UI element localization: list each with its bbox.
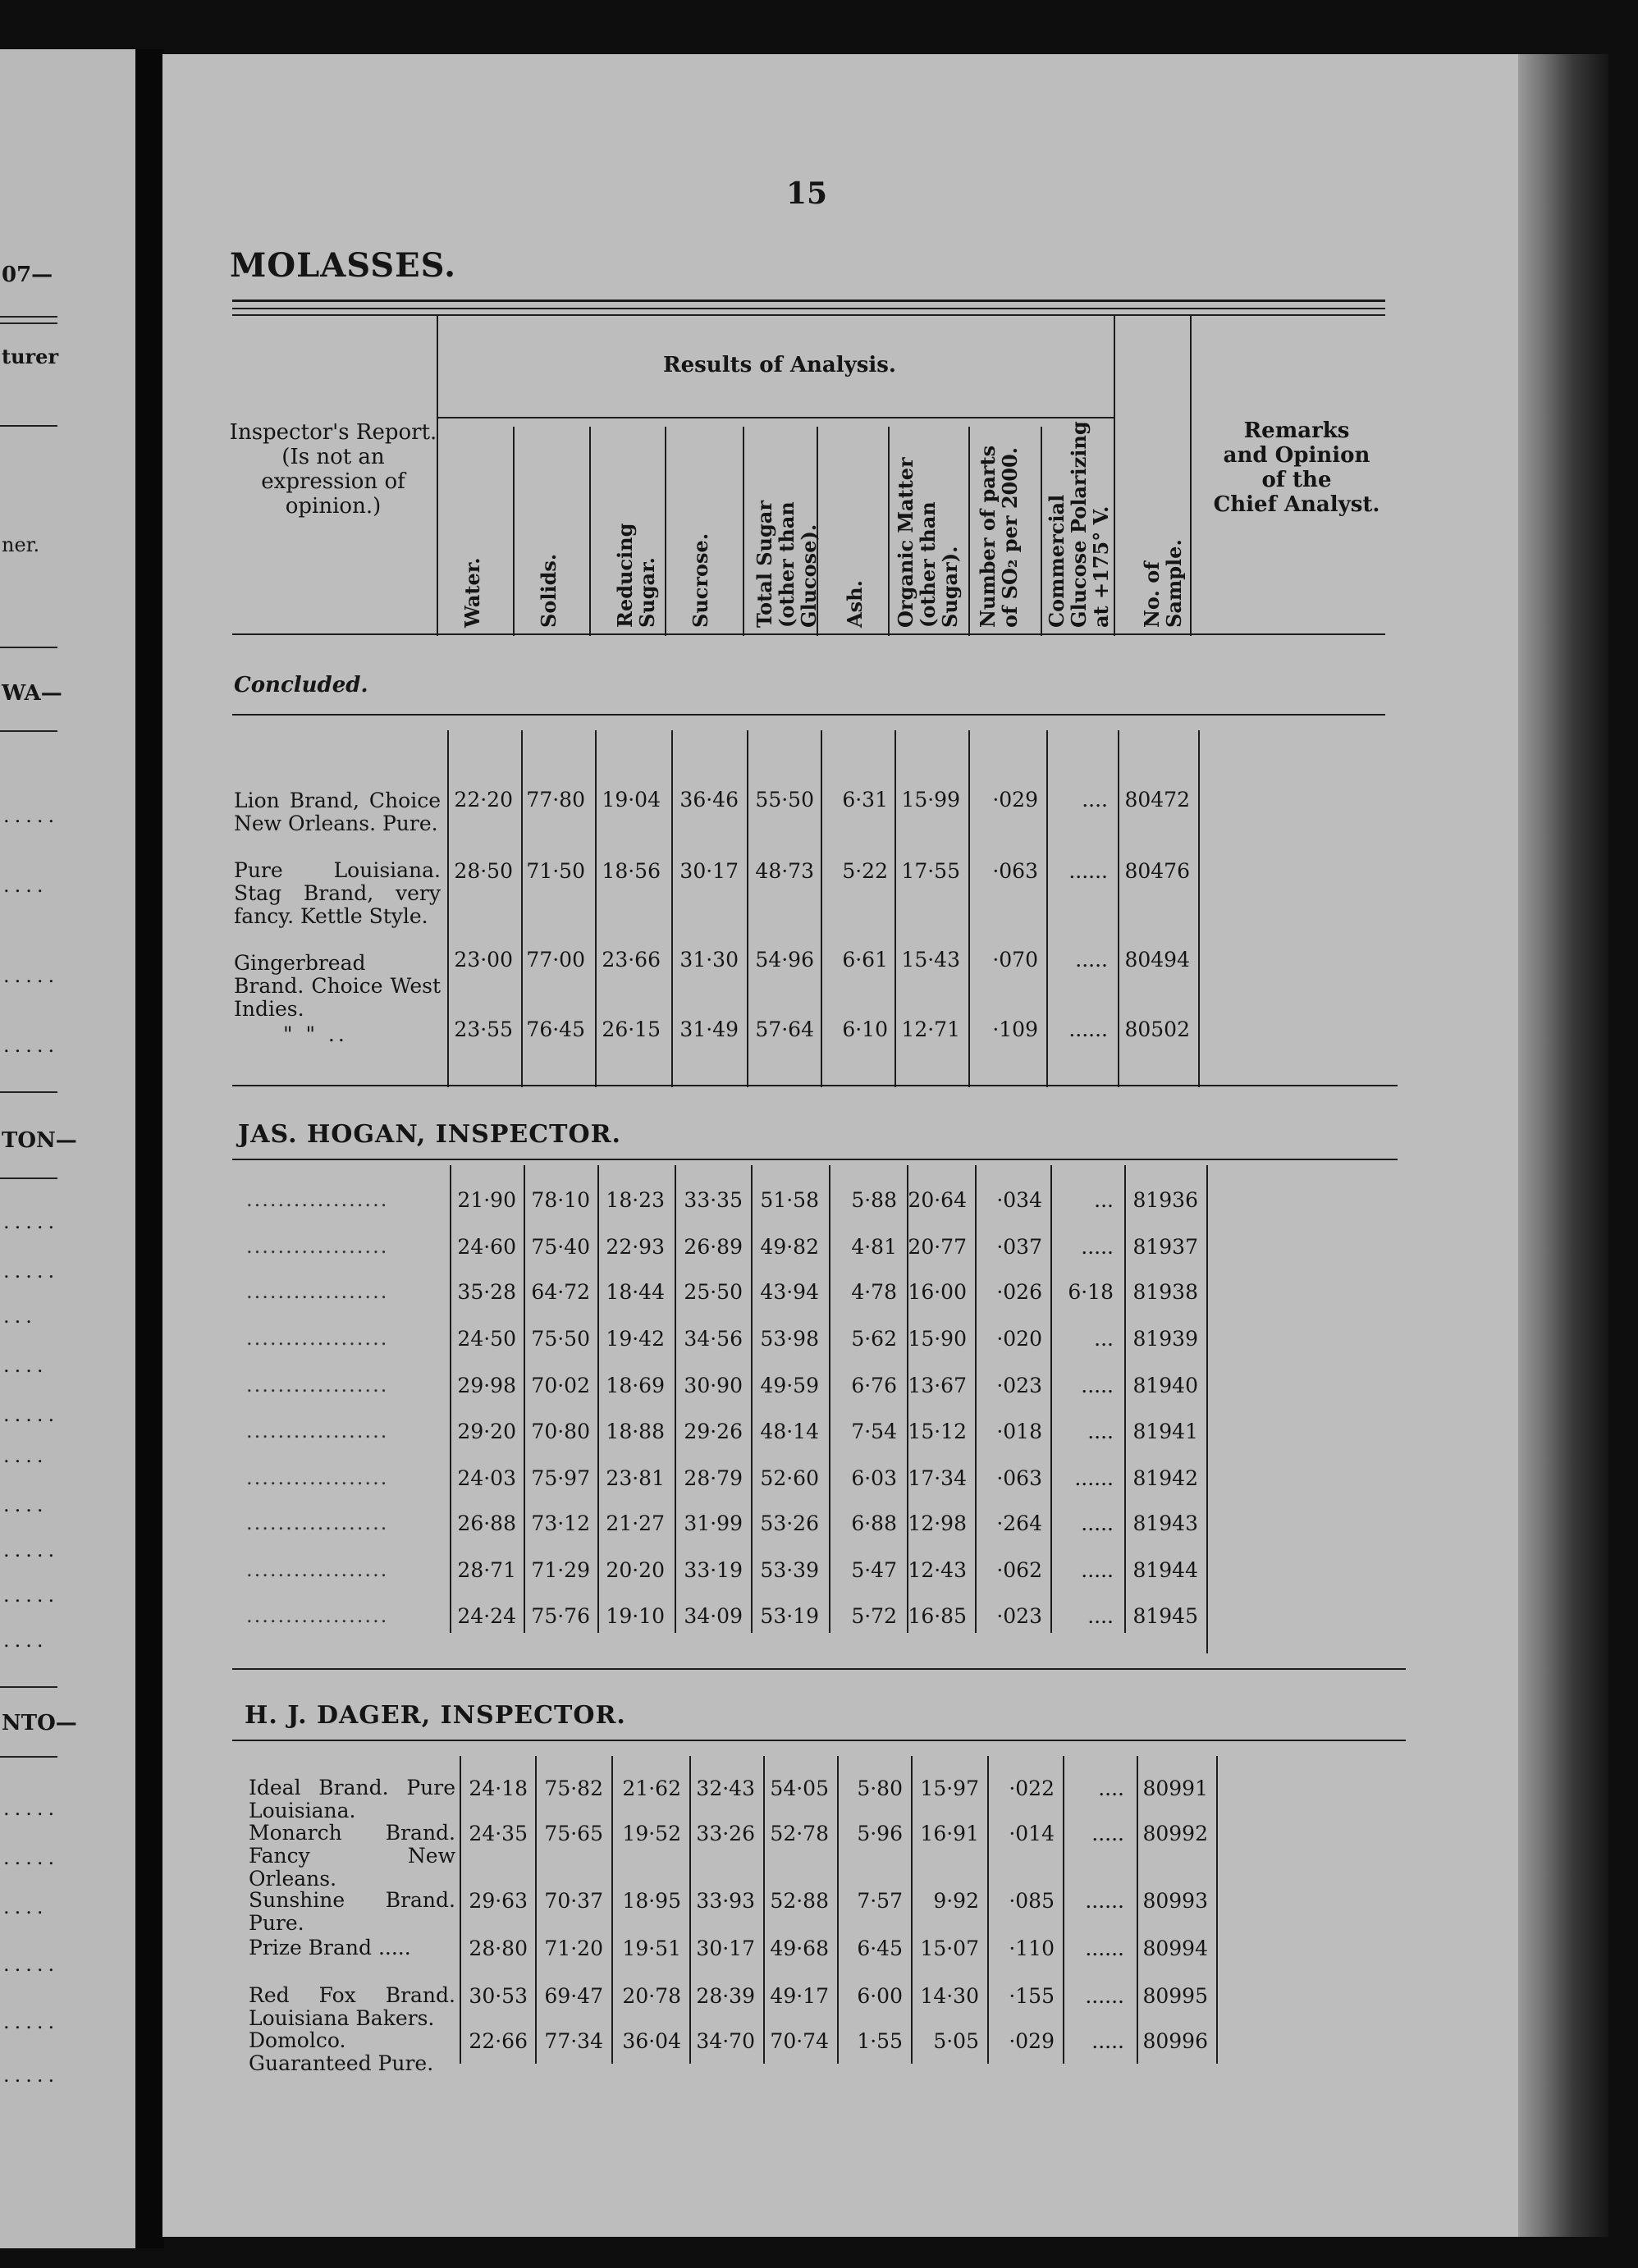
- cell-ash: 5·80: [857, 1776, 903, 1800]
- cell-reducing: 19·42: [606, 1327, 665, 1351]
- cell-glucose: ...: [1094, 1327, 1114, 1351]
- report-text: Domolco. Guaranteed Pure.: [249, 2028, 434, 2075]
- cell-water: 30·53: [469, 1984, 528, 2008]
- cell-reducing: 36·04: [622, 2029, 681, 2053]
- report-text: Red Fox Brand. Louisiana Bakers.: [249, 1983, 455, 2030]
- cell-sucrose: 34·09: [684, 1604, 743, 1628]
- cell-water: 23·00: [454, 948, 513, 972]
- cell-so2: ·034: [996, 1188, 1042, 1212]
- cell-so2: ·020: [996, 1327, 1042, 1351]
- cell-sample: 80991: [1142, 1776, 1208, 1800]
- cell-glucose: ......: [1085, 1889, 1124, 1913]
- left-fragment: turer: [2, 345, 59, 368]
- col-header-sample: No. of Sample.: [1140, 539, 1186, 628]
- report-leader-dots: ..................: [246, 1511, 389, 1534]
- cell-organic: 15·99: [901, 788, 960, 812]
- cell-water: 24·24: [457, 1604, 516, 1628]
- cell-water: 26·88: [457, 1511, 516, 1535]
- cell-sample: 80995: [1142, 1984, 1208, 2008]
- cell-sample: 80476: [1124, 859, 1190, 883]
- report-leader-dots: ..................: [246, 1235, 389, 1258]
- cell-solids: 71·29: [531, 1558, 590, 1582]
- report-text: Pure Louisiana. Stag Brand, very fancy. Kettle Style.: [234, 858, 441, 928]
- cell-total: 52·60: [760, 1466, 819, 1490]
- cell-water: 24·50: [457, 1327, 516, 1351]
- left-fragment: NTO—: [2, 1711, 77, 1735]
- cell-sucrose: 31·30: [679, 948, 739, 972]
- col-header-reducing-sugar: Reducing Sugar.: [613, 523, 659, 628]
- cell-sample: 81941: [1132, 1420, 1198, 1443]
- cell-solids: 78·10: [531, 1188, 590, 1212]
- cell-so2: ·022: [1009, 1776, 1055, 1800]
- cell-solids: 75·40: [531, 1235, 590, 1259]
- cell-total: 53·26: [760, 1511, 819, 1535]
- cell-organic: 14·30: [920, 1984, 979, 2008]
- col-header-organic-matter: Organic Matter (other than Sugar).: [894, 457, 962, 628]
- cell-total: 48·73: [755, 859, 814, 883]
- left-fragment: WA—: [2, 681, 62, 706]
- cell-glucose: ......: [1085, 1936, 1124, 1960]
- cell-sucrose: 33·35: [684, 1188, 743, 1212]
- left-page-edge: 07— turer ner. WA— ..... .... ..... ..... TON— ..... ..... ... .... ..... .... .... ..... ..... .... NTO— ..... ..... .... ..... ..... .....: [0, 49, 135, 2248]
- cell-total: 54·96: [755, 948, 814, 972]
- cell-glucose: .....: [1091, 2029, 1124, 2053]
- report-leader-dots: ..................: [246, 1420, 389, 1443]
- results-of-analysis-heading: Results of Analysis.: [663, 353, 896, 377]
- cell-organic: 20·77: [908, 1235, 967, 1259]
- cell-water: 29·63: [469, 1889, 528, 1913]
- cell-ash: 4·81: [851, 1235, 897, 1259]
- cell-sucrose: 34·70: [696, 2029, 755, 2053]
- cell-ash: 6·76: [851, 1374, 897, 1397]
- cell-sucrose: 31·49: [679, 1017, 739, 1041]
- cell-sucrose: 28·79: [684, 1466, 743, 1490]
- cell-so2: ·023: [996, 1374, 1042, 1397]
- cell-reducing: 23·66: [602, 948, 661, 972]
- cell-organic: 15·97: [920, 1776, 979, 1800]
- cell-total: 52·88: [770, 1889, 829, 1913]
- cell-solids: 77·34: [544, 2029, 603, 2053]
- cell-reducing: 21·62: [622, 1776, 681, 1800]
- cell-so2: ·109: [992, 1017, 1038, 1041]
- cell-solids: 64·72: [531, 1280, 590, 1304]
- cell-total: 49·82: [760, 1235, 819, 1259]
- cell-water: 28·71: [457, 1558, 516, 1582]
- cell-so2: ·062: [996, 1558, 1042, 1582]
- cell-solids: 69·47: [544, 1984, 603, 2008]
- inspector-heading: H. J. DAGER, INSPECTOR.: [245, 1701, 626, 1730]
- report-leader-dots: ..................: [246, 1374, 389, 1397]
- cell-glucose: .....: [1091, 1822, 1124, 1845]
- cell-sample: 80996: [1142, 2029, 1208, 2053]
- cell-sucrose: 31·99: [684, 1511, 743, 1535]
- cell-water: 21·90: [457, 1188, 516, 1212]
- cell-water: 24·35: [469, 1822, 528, 1845]
- cell-reducing: 18·95: [622, 1889, 681, 1913]
- cell-reducing: 19·04: [602, 788, 661, 812]
- report-text: Monarch Brand. Fancy New Orleans.: [249, 1821, 455, 1891]
- left-fragment: 07—: [2, 263, 53, 287]
- page-title: MOLASSES.: [230, 246, 457, 285]
- cell-solids: 77·00: [526, 948, 585, 972]
- cell-so2: ·155: [1009, 1984, 1055, 2008]
- cell-so2: ·264: [996, 1511, 1042, 1535]
- cell-glucose: .....: [1081, 1511, 1114, 1535]
- cell-water: 24·60: [457, 1235, 516, 1259]
- cell-total: 70·74: [770, 2029, 829, 2053]
- cell-total: 43·94: [760, 1280, 819, 1304]
- cell-glucose: ...: [1094, 1188, 1114, 1212]
- cell-solids: 77·80: [526, 788, 585, 812]
- cell-glucose: ......: [1085, 1984, 1124, 2008]
- cell-glucose: ......: [1068, 1017, 1108, 1041]
- cell-ash: 4·78: [851, 1280, 897, 1304]
- cell-sample: 80494: [1124, 948, 1190, 972]
- cell-ash: 6·00: [857, 1984, 903, 2008]
- cell-water: 23·55: [454, 1017, 513, 1041]
- cell-glucose: ....: [1098, 1776, 1124, 1800]
- cell-total: 51·58: [760, 1188, 819, 1212]
- cell-solids: 75·76: [531, 1604, 590, 1628]
- cell-water: 28·80: [469, 1936, 528, 1960]
- cell-glucose: 6·18: [1068, 1280, 1114, 1304]
- cell-reducing: 19·52: [622, 1822, 681, 1845]
- cell-organic: 15·43: [901, 948, 960, 972]
- cell-glucose: .....: [1081, 1558, 1114, 1582]
- inspector-report-heading: Inspector's Report. (Is not an expression of opinion.): [229, 420, 437, 519]
- left-fragment: ner.: [2, 533, 40, 556]
- report-text: Prize Brand .....: [249, 1936, 411, 1959]
- cell-solids: 75·50: [531, 1327, 590, 1351]
- cell-sample: 81944: [1132, 1558, 1198, 1582]
- cell-total: 54·05: [770, 1776, 829, 1800]
- cell-organic: 15·90: [908, 1327, 967, 1351]
- cell-organic: 17·55: [901, 859, 960, 883]
- cell-sucrose: 32·43: [696, 1776, 755, 1800]
- cell-ash: 6·03: [851, 1466, 897, 1490]
- cell-sucrose: 33·19: [684, 1558, 743, 1582]
- cell-so2: ·110: [1009, 1936, 1055, 1960]
- cell-solids: 73·12: [531, 1511, 590, 1535]
- cell-reducing: 18·44: [606, 1280, 665, 1304]
- cell-total: 53·19: [760, 1604, 819, 1628]
- cell-sucrose: 30·90: [684, 1374, 743, 1397]
- cell-glucose: ....: [1087, 1420, 1114, 1443]
- cell-ash: 6·61: [842, 948, 888, 972]
- cell-sample: 81940: [1132, 1374, 1198, 1397]
- remarks-heading: Remarks and Opinion of the Chief Analyst.: [1213, 418, 1380, 517]
- report-leader-dots: ..................: [246, 1327, 389, 1350]
- cell-ash: 6·10: [842, 1017, 888, 1041]
- cell-sample: 80992: [1142, 1822, 1208, 1845]
- cell-solids: 71·20: [544, 1936, 603, 1960]
- cell-organic: 15·12: [908, 1420, 967, 1443]
- cell-organic: 12·98: [908, 1511, 967, 1535]
- cell-sucrose: 28·39: [696, 1984, 755, 2008]
- cell-total: 57·64: [755, 1017, 814, 1041]
- left-fragment: TON—: [2, 1128, 77, 1153]
- cell-organic: 13·67: [908, 1374, 967, 1397]
- cell-organic: 16·00: [908, 1280, 967, 1304]
- cell-so2: ·063: [996, 1466, 1042, 1490]
- cell-sucrose: 34·56: [684, 1327, 743, 1351]
- cell-reducing: 20·78: [622, 1984, 681, 2008]
- cell-glucose: ......: [1068, 859, 1108, 883]
- cell-sucrose: 25·50: [684, 1280, 743, 1304]
- cell-water: 22·20: [454, 788, 513, 812]
- cell-so2: ·037: [996, 1235, 1042, 1259]
- cell-ash: 5·96: [857, 1822, 903, 1845]
- cell-total: 49·59: [760, 1374, 819, 1397]
- cell-water: 24·03: [457, 1466, 516, 1490]
- cell-sample: 81945: [1132, 1604, 1198, 1628]
- cell-total: 55·50: [755, 788, 814, 812]
- cell-so2: ·063: [992, 859, 1038, 883]
- cell-solids: 70·02: [531, 1374, 590, 1397]
- cell-so2: ·085: [1009, 1889, 1055, 1913]
- cell-glucose: ....: [1082, 788, 1108, 812]
- report-leader-dots: ..................: [246, 1466, 389, 1489]
- cell-reducing: 18·88: [606, 1420, 665, 1443]
- cell-total: 48·14: [760, 1420, 819, 1443]
- cell-sample: 80502: [1124, 1017, 1190, 1041]
- cell-reducing: 19·10: [606, 1604, 665, 1628]
- cell-sample: 81938: [1132, 1280, 1198, 1304]
- col-header-solids: Solids.: [537, 553, 560, 628]
- cell-glucose: .....: [1081, 1374, 1114, 1397]
- cell-sample: 80994: [1142, 1936, 1208, 1960]
- report-leader-dots: ..................: [246, 1188, 389, 1211]
- cell-sample: 81937: [1132, 1235, 1198, 1259]
- report-text: " " ..: [283, 1022, 348, 1046]
- cell-so2: ·029: [1009, 2029, 1055, 2053]
- cell-organic: 17·34: [908, 1466, 967, 1490]
- cell-total: 52·78: [770, 1822, 829, 1845]
- col-header-ash: Ash.: [843, 580, 867, 628]
- cell-so2: ·070: [992, 948, 1038, 972]
- cell-organic: 12·71: [901, 1017, 960, 1041]
- cell-water: 35·28: [457, 1280, 516, 1304]
- cell-so2: ·029: [992, 788, 1038, 812]
- cell-organic: 12·43: [908, 1558, 967, 1582]
- col-header-water: Water.: [460, 557, 484, 628]
- col-header-so2: Number of parts of SO₂ per 2000.: [976, 445, 1022, 628]
- cell-solids: 75·97: [531, 1466, 590, 1490]
- cell-organic: 5·05: [933, 2029, 979, 2053]
- cell-glucose: .....: [1081, 1235, 1114, 1259]
- cell-organic: 9·92: [933, 1889, 979, 1913]
- col-header-sucrose: Sucrose.: [689, 533, 712, 628]
- cell-organic: 16·91: [920, 1822, 979, 1845]
- cell-glucose: .....: [1075, 948, 1108, 972]
- cell-water: 28·50: [454, 859, 513, 883]
- cell-ash: 5·47: [851, 1558, 897, 1582]
- cell-reducing: 23·81: [606, 1466, 665, 1490]
- cell-glucose: ....: [1087, 1604, 1114, 1628]
- report-leader-dots: ..................: [246, 1604, 389, 1627]
- cell-reducing: 19·51: [622, 1936, 681, 1960]
- cell-total: 53·98: [760, 1327, 819, 1351]
- cell-water: 29·98: [457, 1374, 516, 1397]
- cell-ash: 5·22: [842, 859, 888, 883]
- cell-ash: 6·31: [842, 788, 888, 812]
- report-text: Ideal Brand. Pure Louisiana.: [249, 1776, 455, 1822]
- cell-sample: 80993: [1142, 1889, 1208, 1913]
- cell-water: 29·20: [457, 1420, 516, 1443]
- cell-reducing: 26·15: [602, 1017, 661, 1041]
- cell-ash: 5·62: [851, 1327, 897, 1351]
- cell-sucrose: 30·17: [679, 859, 739, 883]
- book-gutter: [135, 49, 164, 2248]
- cell-ash: 6·45: [857, 1936, 903, 1960]
- cell-total: 49·68: [770, 1936, 829, 1960]
- cell-reducing: 22·93: [606, 1235, 665, 1259]
- cell-so2: ·014: [1009, 1822, 1055, 1845]
- cell-reducing: 18·23: [606, 1188, 665, 1212]
- cell-reducing: 21·27: [606, 1511, 665, 1535]
- cell-total: 53·39: [760, 1558, 819, 1582]
- concluded-label: Concluded.: [234, 673, 368, 697]
- cell-ash: 7·54: [851, 1420, 897, 1443]
- cell-solids: 71·50: [526, 859, 585, 883]
- cell-sucrose: 33·26: [696, 1822, 755, 1845]
- report-leader-dots: ..................: [246, 1280, 389, 1303]
- cell-water: 22·66: [469, 2029, 528, 2053]
- inspector-heading: JAS. HOGAN, INSPECTOR.: [238, 1120, 621, 1149]
- cell-solids: 75·65: [544, 1822, 603, 1845]
- col-header-glucose: Commercial Glucose Polarizing at +175° V.: [1045, 421, 1113, 628]
- cell-ash: 1·55: [857, 2029, 903, 2053]
- cell-glucose: ......: [1074, 1466, 1114, 1490]
- cell-ash: 5·88: [851, 1188, 897, 1212]
- cell-so2: ·026: [996, 1280, 1042, 1304]
- cell-sucrose: 33·93: [696, 1889, 755, 1913]
- cell-sample: 81943: [1132, 1511, 1198, 1535]
- cell-solids: 70·80: [531, 1420, 590, 1443]
- cell-so2: ·023: [996, 1604, 1042, 1628]
- cell-sample: 81939: [1132, 1327, 1198, 1351]
- cell-ash: 6·88: [851, 1511, 897, 1535]
- cell-water: 24·18: [469, 1776, 528, 1800]
- cell-solids: 75·82: [544, 1776, 603, 1800]
- cell-total: 49·17: [770, 1984, 829, 2008]
- cell-sucrose: 29·26: [684, 1420, 743, 1443]
- report-text: Gingerbread Brand. Choice West Indies.: [234, 951, 441, 1021]
- report-text: Lion Brand, Choice New Orleans. Pure.: [234, 789, 441, 835]
- cell-solids: 70·37: [544, 1889, 603, 1913]
- cell-sample: 81936: [1132, 1188, 1198, 1212]
- cell-sample: 80472: [1124, 788, 1190, 812]
- cell-reducing: 18·56: [602, 859, 661, 883]
- cell-reducing: 20·20: [606, 1558, 665, 1582]
- cell-organic: 20·64: [908, 1188, 967, 1212]
- cell-so2: ·018: [996, 1420, 1042, 1443]
- col-header-total-sugar: Total Sugar (other than Glucose).: [753, 501, 821, 628]
- book-edge: [1518, 54, 1608, 2237]
- cell-reducing: 18·69: [606, 1374, 665, 1397]
- page-number: 15: [786, 176, 828, 211]
- cell-organic: 16·85: [908, 1604, 967, 1628]
- cell-ash: 7·57: [857, 1889, 903, 1913]
- cell-sample: 81942: [1132, 1466, 1198, 1490]
- cell-ash: 5·72: [851, 1604, 897, 1628]
- cell-solids: 76·45: [526, 1017, 585, 1041]
- cell-sucrose: 26·89: [684, 1235, 743, 1259]
- cell-organic: 15·07: [920, 1936, 979, 1960]
- cell-sucrose: 36·46: [679, 788, 739, 812]
- report-leader-dots: ..................: [246, 1558, 389, 1581]
- cell-sucrose: 30·17: [696, 1936, 755, 1960]
- report-text: Sunshine Brand. Pure.: [249, 1888, 455, 1935]
